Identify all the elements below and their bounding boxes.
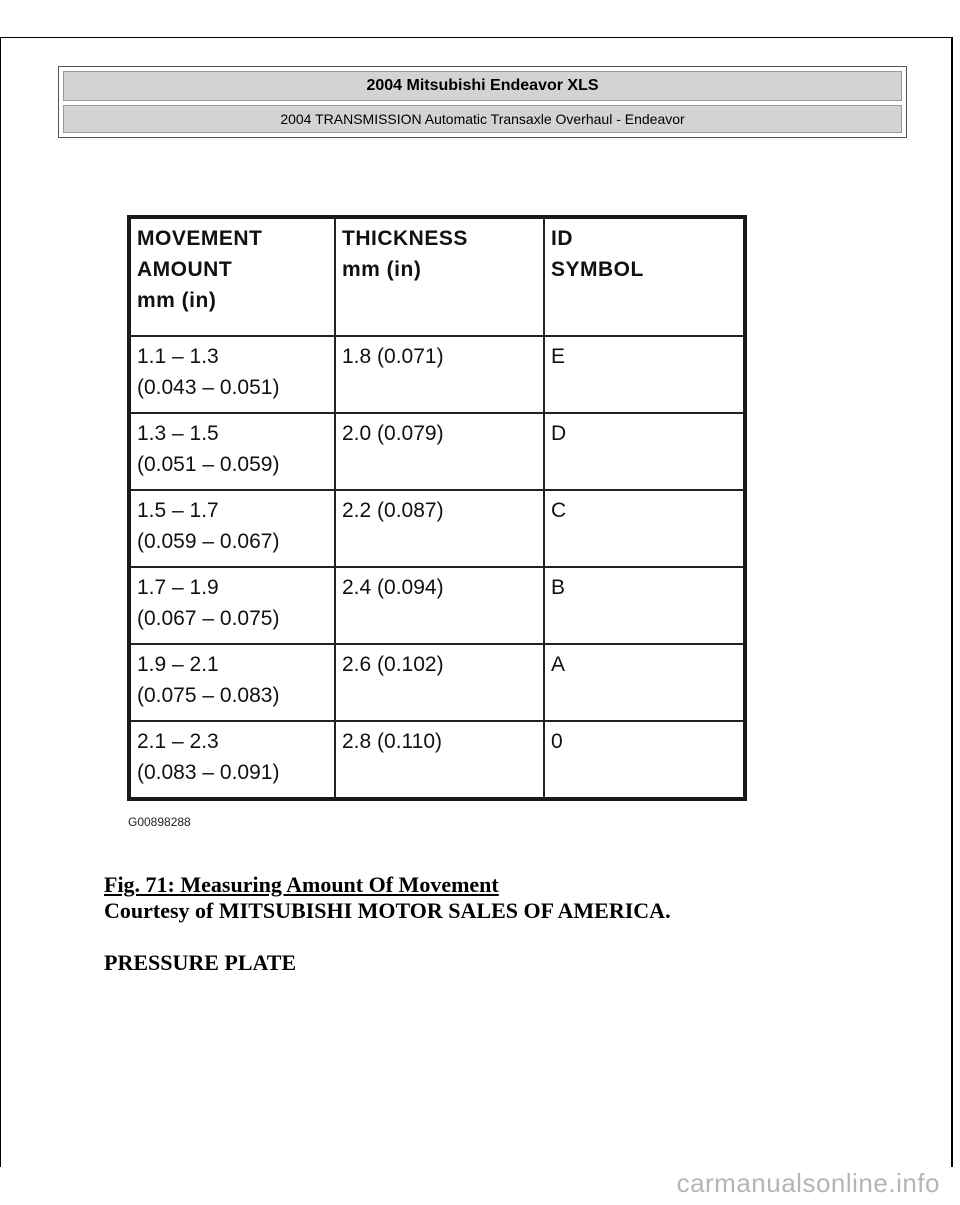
movement-mm: 2.1 – 2.3	[137, 730, 219, 753]
movement-cell	[129, 567, 335, 644]
movement-in: (0.051 – 0.059)	[137, 453, 280, 476]
column-header-id-symbol	[544, 217, 745, 336]
column-header-thickness	[335, 217, 544, 336]
document-header	[58, 66, 907, 138]
table-header-row	[129, 217, 745, 336]
header-line: THICKNESS	[342, 227, 468, 250]
id-symbol-cell: C	[544, 490, 745, 567]
section-heading: PRESSURE PLATE	[104, 950, 297, 975]
header-line: AMOUNT	[137, 258, 233, 281]
table-row	[129, 567, 745, 644]
movement-in: (0.059 – 0.067)	[137, 530, 280, 553]
movement-cell	[129, 490, 335, 567]
header-line: SYMBOL	[551, 258, 644, 281]
table-row	[129, 490, 745, 567]
table-row	[129, 336, 745, 413]
id-symbol-cell: B	[544, 567, 745, 644]
movement-mm: 1.1 – 1.3	[137, 345, 219, 368]
column-header-movement	[129, 217, 335, 336]
thickness-cell: 2.8 (0.110)	[335, 721, 544, 799]
figure-71	[124, 215, 746, 829]
header-title: 2004 Mitsubishi Endeavor XLS	[63, 71, 902, 101]
movement-mm: 1.7 – 1.9	[137, 576, 219, 599]
figure-title: Fig. 71: Measuring Amount Of Movement	[104, 872, 499, 897]
movement-cell	[129, 721, 335, 799]
thickness-cell: 2.4 (0.094)	[335, 567, 544, 644]
movement-thickness-table	[127, 215, 747, 801]
table-row	[129, 413, 745, 490]
table-row	[129, 644, 745, 721]
thickness-cell: 1.8 (0.071)	[335, 336, 544, 413]
header-line: MOVEMENT	[137, 227, 263, 250]
thickness-cell: 2.6 (0.102)	[335, 644, 544, 721]
thickness-cell: 2.2 (0.087)	[335, 490, 544, 567]
movement-cell	[129, 336, 335, 413]
thickness-cell: 2.0 (0.079)	[335, 413, 544, 490]
id-symbol-cell: 0	[544, 721, 745, 799]
figure-code: G00898288	[128, 815, 191, 829]
movement-cell	[129, 413, 335, 490]
movement-mm: 1.9 – 2.1	[137, 653, 219, 676]
id-symbol-cell: E	[544, 336, 745, 413]
id-symbol-cell: A	[544, 644, 745, 721]
id-symbol-cell: D	[544, 413, 745, 490]
header-line: ID	[551, 227, 573, 250]
site-watermark: carmanualsonline.info	[676, 1168, 940, 1198]
figure-caption	[104, 872, 884, 924]
movement-in: (0.075 – 0.083)	[137, 684, 280, 707]
table-row	[129, 721, 745, 799]
header-line: mm (in)	[342, 258, 422, 281]
movement-in: (0.083 – 0.091)	[137, 761, 280, 784]
header-line: mm (in)	[137, 289, 217, 312]
header-subtitle: 2004 TRANSMISSION Automatic Transaxle Overhaul - Endeavor	[63, 105, 902, 133]
movement-in: (0.067 – 0.075)	[137, 607, 280, 630]
movement-in: (0.043 – 0.051)	[137, 376, 280, 399]
figure-courtesy: Courtesy of MITSUBISHI MOTOR SALES OF AMERICA.	[104, 898, 671, 923]
movement-cell	[129, 644, 335, 721]
movement-mm: 1.3 – 1.5	[137, 422, 219, 445]
movement-mm: 1.5 – 1.7	[137, 499, 219, 522]
